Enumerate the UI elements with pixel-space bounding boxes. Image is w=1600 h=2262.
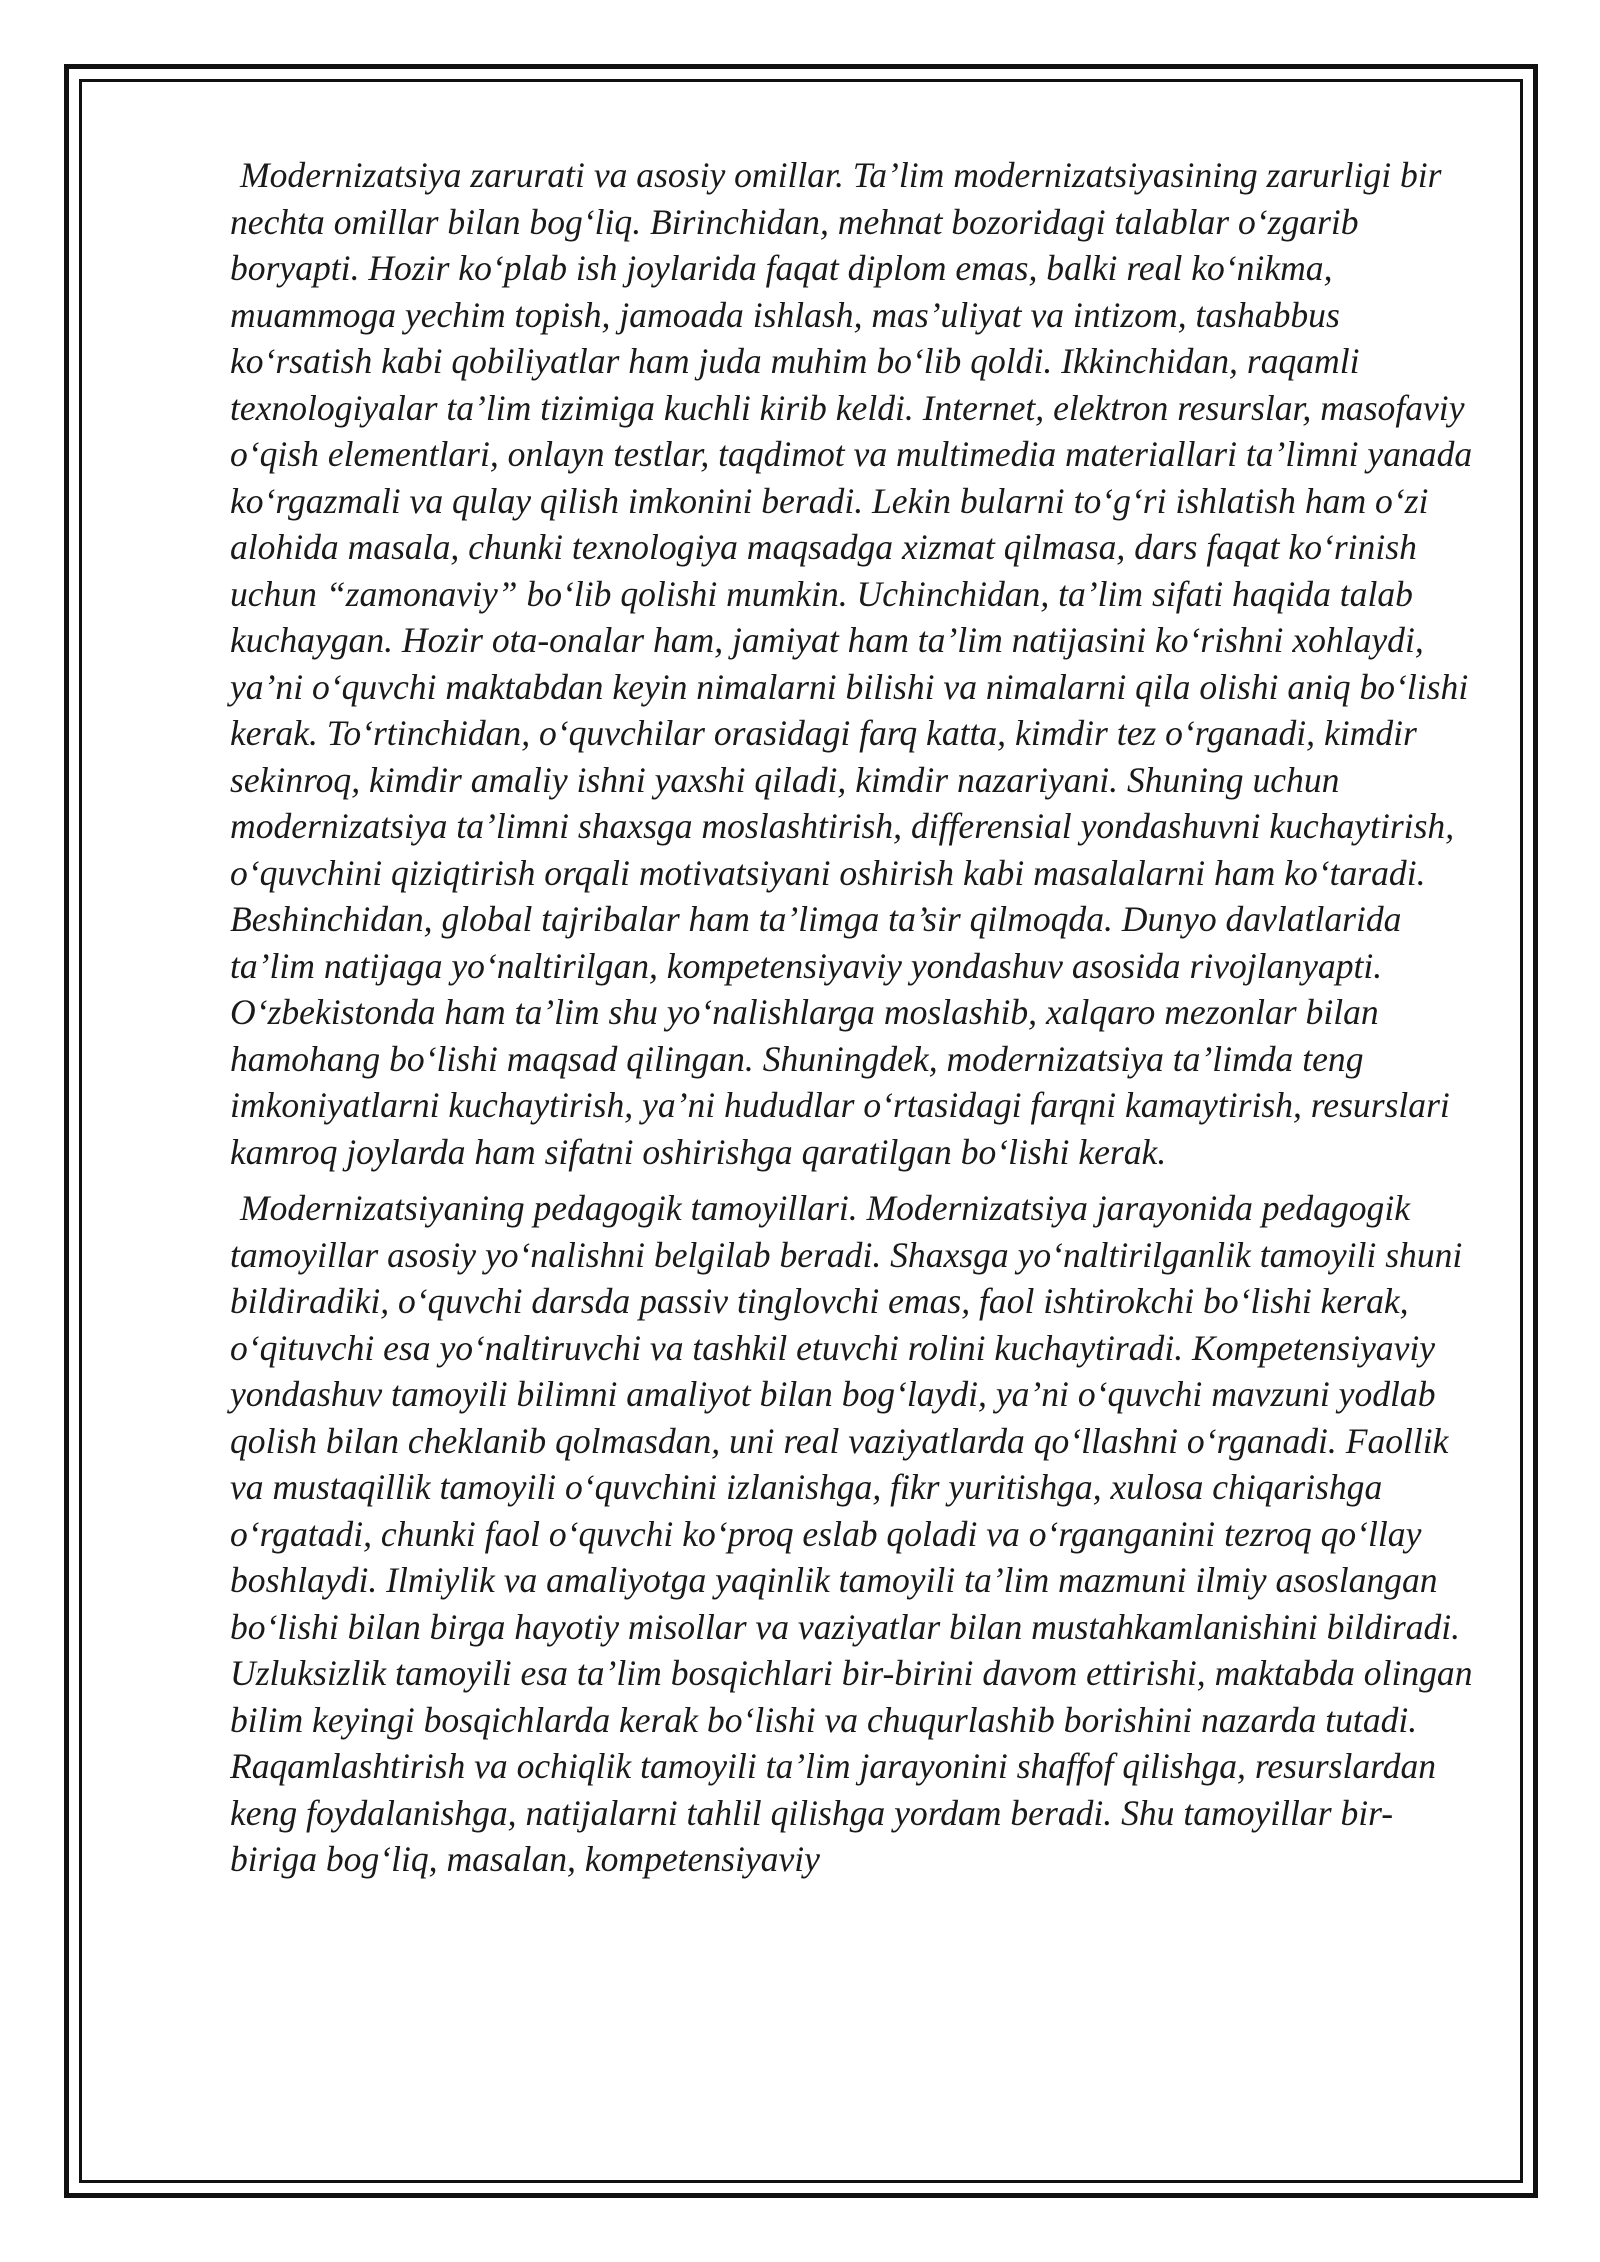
paragraph-pedagogical-principles: Modernizatsiyaning pedagogik tamoyillari. Modernizatsiya jarayonida pedagogik tamoyillar asosiy yo‘nalishni belgilab beradi. Shaxsga yo‘naltirilganlik tamoyili shuni bildiradiki, o‘quvchi darsda passiv tinglovchi emas, faol ishtirokchi bo‘lishi kerak, o‘qituvchi esa yo‘naltiruvchi va tashkil etuvchi rolini kuchaytiradi. Kompetensiyaviy yondashuv tamoyili bilimni amaliyot bilan bog‘laydi, ya’ni o‘quvchi mavzuni yodlab qolish bilan cheklanib qolmasdan, uni real vaziyatlarda qo‘llashni o‘rganadi. Faollik va mustaqillik tamoyili o‘quvchini izlanishga, fikr yuritishga, xulosa chiqarishga o‘rgatadi, chunki faol o‘quvchi ko‘proq eslab qoladi va o‘rganganini tezroq qo‘llay boshlaydi. Ilmiylik va amaliyotga yaqinlik tamoyili ta’lim mazmuni ilmiy asoslangan bo‘lishi bilan birga hayotiy misollar va vaziyatlar bilan mustahkamlanishini bildiradi. Uzluksizlik tamoyili esa ta’lim bosqichlari bir-birini davom ettirishi, maktabda olingan bilim keyingi bosqichlarda kerak bo‘lishi va chuqurlashib borishini nazarda tutadi. Raqamlashtirish va ochiqlik tamoyili ta’lim jarayonini shaffof qilishga, resurslardan keng foydalanishga, natijalarni tahlil qilishga yordam beradi. Shu tamoyillar bir-biriga bog‘liq, masalan, kompetensiyaviy: [230, 1188, 1473, 1879]
paragraph-modernization-factors: Modernizatsiya zarurati va asosiy omillar. Ta’lim modernizatsiyasining zarurligi bir nechta omillar bilan bog‘liq. Birinchidan, mehnat bozoridagi talablar o‘zgarib boryapti. Hozir ko‘plab ish joylarida faqat diplom emas, balki real ko‘nikma, muammoga yechim topish, jamoada ishlash, mas’uliyat va intizom, tashabbus ko‘rsatish kabi qobiliyatlar ham juda muhim bo‘lib qoldi. Ikkinchidan, raqamli texnologiyalar ta’lim tizimiga kuchli kirib keldi. Internet, elektron resurslar, masofaviy o‘qish elementlari, onlayn testlar, taqdimot va multimedia materiallari ta’limni yanada ko‘rgazmali va qulay qilish imkonini beradi. Lekin bularni to‘g‘ri ishlatish ham o‘zi alohida masala, chunki texnologiya maqsadga xizmat qilmasa, dars faqat ko‘rinish uchun “zamonaviy” bo‘lib qolishi mumkin. Uchinchidan, ta’lim sifati haqida talab kuchaygan. Hozir ota-onalar ham, jamiyat ham ta’lim natijasini ko‘rishni xohlaydi, ya’ni o‘quvchi maktabdan keyin nimalarni bilishi va nimalarni qila olishi aniq bo‘lishi kerak. To‘rtinchidan, o‘quvchilar orasidagi farq katta, kimdir tez o‘rganadi, kimdir sekinroq, kimdir amaliy ishni yaxshi qiladi, kimdir nazariyani. Shuning uchun modernizatsiya ta’limni shaxsga moslashtirish, differensial yondashuvni kuchaytirish, o‘quvchini qiziqtirish orqali motivatsiyani oshirish kabi masalalarni ham ko‘taradi. Beshinchidan, global tajribalar ham ta’limga ta’sir qilmoqda. Dunyo davlatlarida ta’lim natijaga yo‘naltirilgan, kompetensiyaviy yondashuv asosida rivojlanyapti. O‘zbekistonda ham ta’lim shu yo‘nalishlarga moslashib, xalqaro mezonlar bilan hamohang bo‘lishi maqsad qilingan. Shuningdek, modernizatsiya ta’limda teng imkoniyatlarni kuchaytirish, ya’ni hududlar o‘rtasidagi farqni kamaytirish, resurslari kamroq joylarda ham sifatni oshirishga qaratilgan bo‘lishi kerak.: [230, 155, 1473, 1172]
document-body: [230, 152, 1475, 1893]
